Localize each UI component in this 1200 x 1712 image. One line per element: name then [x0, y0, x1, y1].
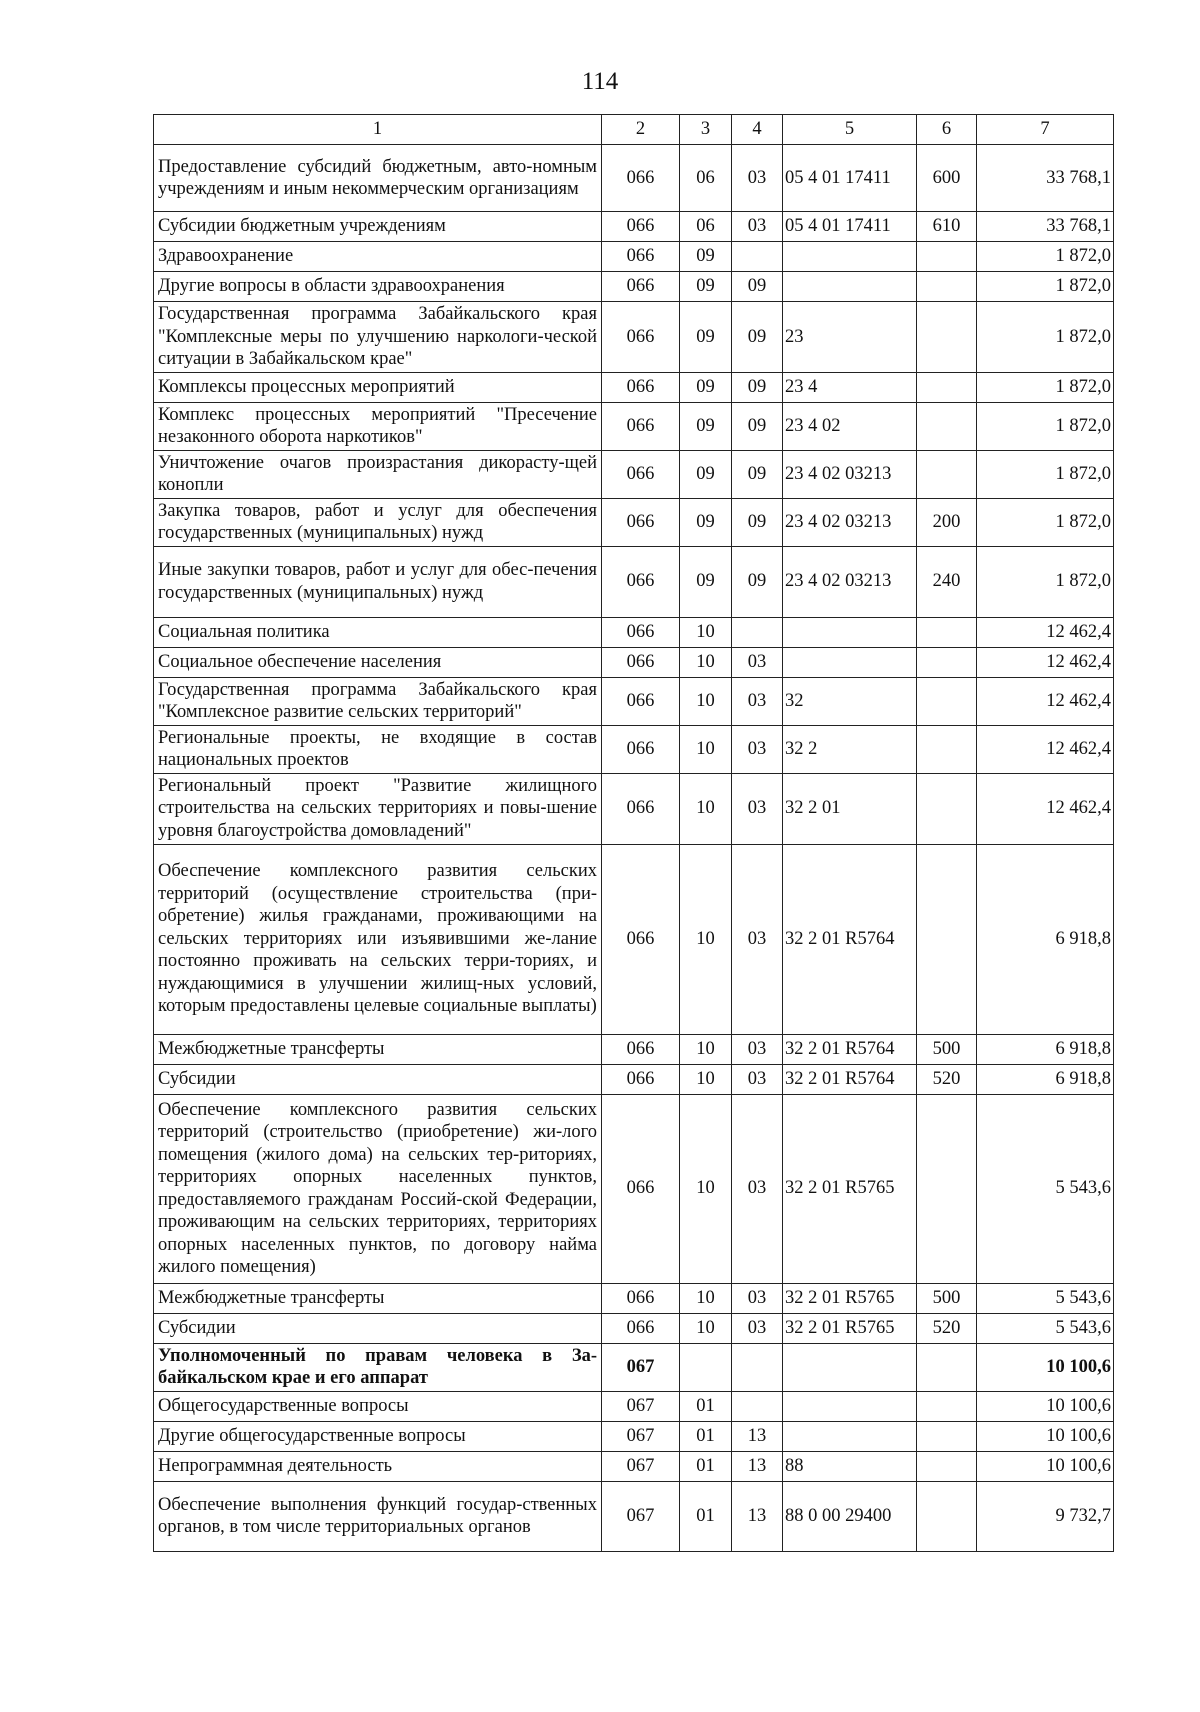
section-code-cell: 10 — [680, 1064, 732, 1094]
target-article-cell: 32 2 01 R5765 — [783, 1283, 917, 1313]
ministry-code-cell: 067 — [602, 1391, 680, 1421]
amount-cell: 10 100,6 — [977, 1343, 1114, 1391]
table-row — [154, 773, 1114, 844]
expense-type-cell: 520 — [917, 1313, 977, 1343]
target-article-cell: 32 2 01 — [783, 773, 917, 844]
section-code-cell — [680, 1343, 732, 1391]
ministry-code-cell: 066 — [602, 145, 680, 212]
budget-table — [153, 114, 1114, 1552]
subsection-code-cell: 03 — [732, 773, 783, 844]
item-name-cell: Субсидии — [154, 1064, 602, 1094]
subsection-code-cell: 03 — [732, 1283, 783, 1313]
subsection-code-cell — [732, 617, 783, 647]
target-article-cell: 88 0 00 29400 — [783, 1481, 917, 1551]
expense-type-cell: 500 — [917, 1034, 977, 1064]
target-article-cell: 32 2 01 R5765 — [783, 1313, 917, 1343]
expense-type-cell — [917, 1451, 977, 1481]
subsection-code-cell — [732, 1343, 783, 1391]
item-name-cell: Региональные проекты, не входящие в состав национальных проектов — [154, 725, 602, 773]
subsection-code-cell: 09 — [732, 546, 783, 617]
ministry-code-cell: 067 — [602, 1481, 680, 1551]
expense-type-cell — [917, 647, 977, 677]
target-article-cell: 32 2 01 R5764 — [783, 1064, 917, 1094]
section-code-cell: 09 — [680, 272, 732, 302]
item-name-cell: Межбюджетные трансферты — [154, 1283, 602, 1313]
target-article-cell: 32 — [783, 677, 917, 725]
subsection-code-cell: 03 — [732, 1094, 783, 1283]
amount-cell: 9 732,7 — [977, 1481, 1114, 1551]
item-name-cell: Закупка товаров, работ и услуг для обеспечения государственных (муниципальных) нужд — [154, 498, 602, 546]
amount-cell: 1 872,0 — [977, 302, 1114, 373]
expense-type-cell: 240 — [917, 546, 977, 617]
expense-type-cell: 610 — [917, 212, 977, 242]
table-row — [154, 450, 1114, 498]
item-name-cell: Комплексы процессных мероприятий — [154, 372, 602, 402]
section-code-cell: 10 — [680, 647, 732, 677]
table-row — [154, 647, 1114, 677]
amount-cell: 10 100,6 — [977, 1391, 1114, 1421]
ministry-code-cell: 066 — [602, 372, 680, 402]
item-name-cell: Государственная программа Забайкальского края "Комплексное развитие сельских территорий" — [154, 677, 602, 725]
table-row — [154, 1421, 1114, 1451]
subsection-code-cell: 03 — [732, 725, 783, 773]
item-name-cell: Предоставление субсидий бюджетным, авто-номным учреждениям и иным некоммерческим организациям — [154, 145, 602, 212]
expense-type-cell — [917, 844, 977, 1034]
subsection-code-cell: 03 — [732, 677, 783, 725]
section-code-cell: 01 — [680, 1391, 732, 1421]
target-article-cell — [783, 272, 917, 302]
table-row — [154, 725, 1114, 773]
expense-type-cell: 520 — [917, 1064, 977, 1094]
subsection-code-cell: 03 — [732, 1034, 783, 1064]
expense-type-cell — [917, 272, 977, 302]
ministry-code-cell: 066 — [602, 1064, 680, 1094]
item-name-cell: Общегосударственные вопросы — [154, 1391, 602, 1421]
target-article-cell: 23 4 02 — [783, 402, 917, 450]
column-header: 2 — [602, 115, 680, 145]
table-row — [154, 498, 1114, 546]
table-row — [154, 1391, 1114, 1421]
subsection-code-cell: 09 — [732, 372, 783, 402]
table-row — [154, 1034, 1114, 1064]
item-name-cell: Социальное обеспечение населения — [154, 647, 602, 677]
item-name-cell: Иные закупки товаров, работ и услуг для обес-печения государственных (муниципальных) нужд — [154, 546, 602, 617]
expense-type-cell: 600 — [917, 145, 977, 212]
ministry-code-cell: 066 — [602, 450, 680, 498]
ministry-code-cell: 066 — [602, 546, 680, 617]
table-row — [154, 272, 1114, 302]
target-article-cell — [783, 1343, 917, 1391]
amount-cell: 1 872,0 — [977, 402, 1114, 450]
expense-type-cell — [917, 1421, 977, 1451]
expense-type-cell — [917, 302, 977, 373]
table-row — [154, 402, 1114, 450]
section-code-cell: 10 — [680, 677, 732, 725]
ministry-code-cell: 066 — [602, 1094, 680, 1283]
amount-cell: 5 543,6 — [977, 1283, 1114, 1313]
section-code-cell: 10 — [680, 617, 732, 647]
amount-cell: 5 543,6 — [977, 1313, 1114, 1343]
target-article-cell: 32 2 — [783, 725, 917, 773]
item-name-cell: Уничтожение очагов произрастания дикорасту-щей конопли — [154, 450, 602, 498]
section-code-cell: 09 — [680, 302, 732, 373]
section-code-cell: 10 — [680, 1034, 732, 1064]
subsection-code-cell — [732, 242, 783, 272]
amount-cell: 12 462,4 — [977, 725, 1114, 773]
table-row — [154, 677, 1114, 725]
expense-type-cell: 200 — [917, 498, 977, 546]
target-article-cell: 05 4 01 17411 — [783, 212, 917, 242]
amount-cell: 10 100,6 — [977, 1421, 1114, 1451]
item-name-cell: Непрограммная деятельность — [154, 1451, 602, 1481]
amount-cell: 12 462,4 — [977, 677, 1114, 725]
subsection-code-cell: 03 — [732, 145, 783, 212]
amount-cell: 1 872,0 — [977, 450, 1114, 498]
section-code-cell: 09 — [680, 450, 732, 498]
section-code-cell: 01 — [680, 1421, 732, 1451]
table-row — [154, 1481, 1114, 1551]
target-article-cell — [783, 647, 917, 677]
subsection-code-cell: 13 — [732, 1421, 783, 1451]
subsection-code-cell — [732, 1391, 783, 1421]
subsection-code-cell: 13 — [732, 1451, 783, 1481]
target-article-cell: 23 4 — [783, 372, 917, 402]
item-name-cell: Обеспечение комплексного развития сельских территорий (строительство (приобретение) жи-лого помещения (жилого дома) на сельских тер-риториях, территориях опорных населенных пунктов, предоставляемого гражданам Россий-ской Федерации, проживающим на сельских территориях, территориях опорных населенных пунктов, по договору найма жилого помещения) — [154, 1094, 602, 1283]
ministry-code-cell: 066 — [602, 1034, 680, 1064]
amount-cell: 1 872,0 — [977, 272, 1114, 302]
expense-type-cell — [917, 450, 977, 498]
section-code-cell: 09 — [680, 498, 732, 546]
target-article-cell: 05 4 01 17411 — [783, 145, 917, 212]
table-row — [154, 1343, 1114, 1391]
item-name-cell: Обеспечение комплексного развития сельских территорий (осуществление строительства (при-обретение) жилья гражданами, проживающими на сельских территориях или изъявившими же-лание постоянно проживать на сельских терри-ториях, и нуждающимися в улучшении жилищ-ных условий, которым предоставлены целевые социальные выплаты) — [154, 844, 602, 1034]
item-name-cell: Социальная политика — [154, 617, 602, 647]
item-name-cell: Здравоохранение — [154, 242, 602, 272]
table-row — [154, 546, 1114, 617]
column-header: 3 — [680, 115, 732, 145]
amount-cell: 1 872,0 — [977, 498, 1114, 546]
ministry-code-cell: 066 — [602, 1313, 680, 1343]
subsection-code-cell: 09 — [732, 402, 783, 450]
page-number: 114 — [581, 68, 619, 95]
amount-cell: 6 918,8 — [977, 1064, 1114, 1094]
item-name-cell: Межбюджетные трансферты — [154, 1034, 602, 1064]
ministry-code-cell: 066 — [602, 617, 680, 647]
item-name-cell: Региональный проект "Развитие жилищного строительства на сельских территориях и повы-шение уровня благоустройства домовладений" — [154, 773, 602, 844]
expense-type-cell — [917, 617, 977, 647]
target-article-cell: 23 4 02 03213 — [783, 546, 917, 617]
target-article-cell: 23 4 02 03213 — [783, 498, 917, 546]
target-article-cell: 32 2 01 R5764 — [783, 844, 917, 1034]
target-article-cell — [783, 1421, 917, 1451]
table-row — [154, 302, 1114, 373]
section-code-cell: 06 — [680, 145, 732, 212]
ministry-code-cell: 066 — [602, 844, 680, 1034]
item-name-cell: Комплекс процессных мероприятий "Пресечение незаконного оборота наркотиков" — [154, 402, 602, 450]
table-row — [154, 1094, 1114, 1283]
section-code-cell: 10 — [680, 1313, 732, 1343]
amount-cell: 6 918,8 — [977, 844, 1114, 1034]
item-name-cell: Субсидии — [154, 1313, 602, 1343]
column-header: 5 — [783, 115, 917, 145]
target-article-cell: 23 4 02 03213 — [783, 450, 917, 498]
amount-cell: 33 768,1 — [977, 212, 1114, 242]
target-article-cell: 88 — [783, 1451, 917, 1481]
table-row — [154, 242, 1114, 272]
subsection-code-cell: 03 — [732, 212, 783, 242]
amount-cell: 12 462,4 — [977, 647, 1114, 677]
section-code-cell: 01 — [680, 1481, 732, 1551]
column-header: 1 — [154, 115, 602, 145]
column-header: 4 — [732, 115, 783, 145]
table-body — [154, 145, 1114, 1552]
subsection-code-cell: 03 — [732, 647, 783, 677]
amount-cell: 1 872,0 — [977, 372, 1114, 402]
table-row — [154, 372, 1114, 402]
section-code-cell: 09 — [680, 402, 732, 450]
subsection-code-cell: 03 — [732, 1064, 783, 1094]
amount-cell: 6 918,8 — [977, 1034, 1114, 1064]
ministry-code-cell: 066 — [602, 1283, 680, 1313]
expense-type-cell — [917, 1391, 977, 1421]
ministry-code-cell: 067 — [602, 1421, 680, 1451]
target-article-cell — [783, 242, 917, 272]
table-row — [154, 212, 1114, 242]
target-article-cell: 23 — [783, 302, 917, 373]
ministry-code-cell: 066 — [602, 677, 680, 725]
section-code-cell: 06 — [680, 212, 732, 242]
column-header: 7 — [977, 115, 1114, 145]
ministry-code-cell: 066 — [602, 498, 680, 546]
table-row — [154, 1313, 1114, 1343]
expense-type-cell — [917, 402, 977, 450]
target-article-cell — [783, 617, 917, 647]
expense-type-cell — [917, 372, 977, 402]
section-code-cell: 10 — [680, 1094, 732, 1283]
table-row — [154, 617, 1114, 647]
amount-cell: 12 462,4 — [977, 773, 1114, 844]
expense-type-cell — [917, 242, 977, 272]
table-row — [154, 1283, 1114, 1313]
target-article-cell: 32 2 01 R5764 — [783, 1034, 917, 1064]
expense-type-cell: 500 — [917, 1283, 977, 1313]
amount-cell: 10 100,6 — [977, 1451, 1114, 1481]
table-header-row — [154, 115, 1114, 145]
table-row — [154, 1451, 1114, 1481]
expense-type-cell — [917, 677, 977, 725]
item-name-cell: Обеспечение выполнения функций государ-ственных органов, в том числе территориальных органов — [154, 1481, 602, 1551]
ministry-code-cell: 066 — [602, 725, 680, 773]
ministry-code-cell: 066 — [602, 402, 680, 450]
amount-cell: 1 872,0 — [977, 546, 1114, 617]
item-name-cell: Государственная программа Забайкальского края "Комплексные меры по улучшению наркологи-ческой ситуации в Забайкальском крае" — [154, 302, 602, 373]
section-code-cell: 10 — [680, 773, 732, 844]
column-header: 6 — [917, 115, 977, 145]
item-name-cell: Уполномоченный по правам человека в За-байкальском крае и его аппарат — [154, 1343, 602, 1391]
subsection-code-cell: 09 — [732, 302, 783, 373]
section-code-cell: 09 — [680, 242, 732, 272]
item-name-cell: Другие общегосударственные вопросы — [154, 1421, 602, 1451]
subsection-code-cell: 09 — [732, 498, 783, 546]
target-article-cell: 32 2 01 R5765 — [783, 1094, 917, 1283]
expense-type-cell — [917, 773, 977, 844]
ministry-code-cell: 066 — [602, 212, 680, 242]
ministry-code-cell: 066 — [602, 773, 680, 844]
subsection-code-cell: 09 — [732, 272, 783, 302]
table-row — [154, 844, 1114, 1034]
expense-type-cell — [917, 1094, 977, 1283]
subsection-code-cell: 13 — [732, 1481, 783, 1551]
ministry-code-cell: 066 — [602, 242, 680, 272]
target-article-cell — [783, 1391, 917, 1421]
table-row — [154, 145, 1114, 212]
amount-cell: 5 543,6 — [977, 1094, 1114, 1283]
section-code-cell: 09 — [680, 372, 732, 402]
amount-cell: 33 768,1 — [977, 145, 1114, 212]
subsection-code-cell: 09 — [732, 450, 783, 498]
amount-cell: 1 872,0 — [977, 242, 1114, 272]
expense-type-cell — [917, 1481, 977, 1551]
table-row — [154, 1064, 1114, 1094]
expense-type-cell — [917, 1343, 977, 1391]
ministry-code-cell: 066 — [602, 302, 680, 373]
subsection-code-cell: 03 — [732, 1313, 783, 1343]
ministry-code-cell: 066 — [602, 272, 680, 302]
item-name-cell: Субсидии бюджетным учреждениям — [154, 212, 602, 242]
section-code-cell: 01 — [680, 1451, 732, 1481]
subsection-code-cell: 03 — [732, 844, 783, 1034]
section-code-cell: 10 — [680, 725, 732, 773]
ministry-code-cell: 067 — [602, 1451, 680, 1481]
ministry-code-cell: 067 — [602, 1343, 680, 1391]
expense-type-cell — [917, 725, 977, 773]
item-name-cell: Другие вопросы в области здравоохранения — [154, 272, 602, 302]
section-code-cell: 10 — [680, 844, 732, 1034]
amount-cell: 12 462,4 — [977, 617, 1114, 647]
section-code-cell: 09 — [680, 546, 732, 617]
section-code-cell: 10 — [680, 1283, 732, 1313]
ministry-code-cell: 066 — [602, 647, 680, 677]
